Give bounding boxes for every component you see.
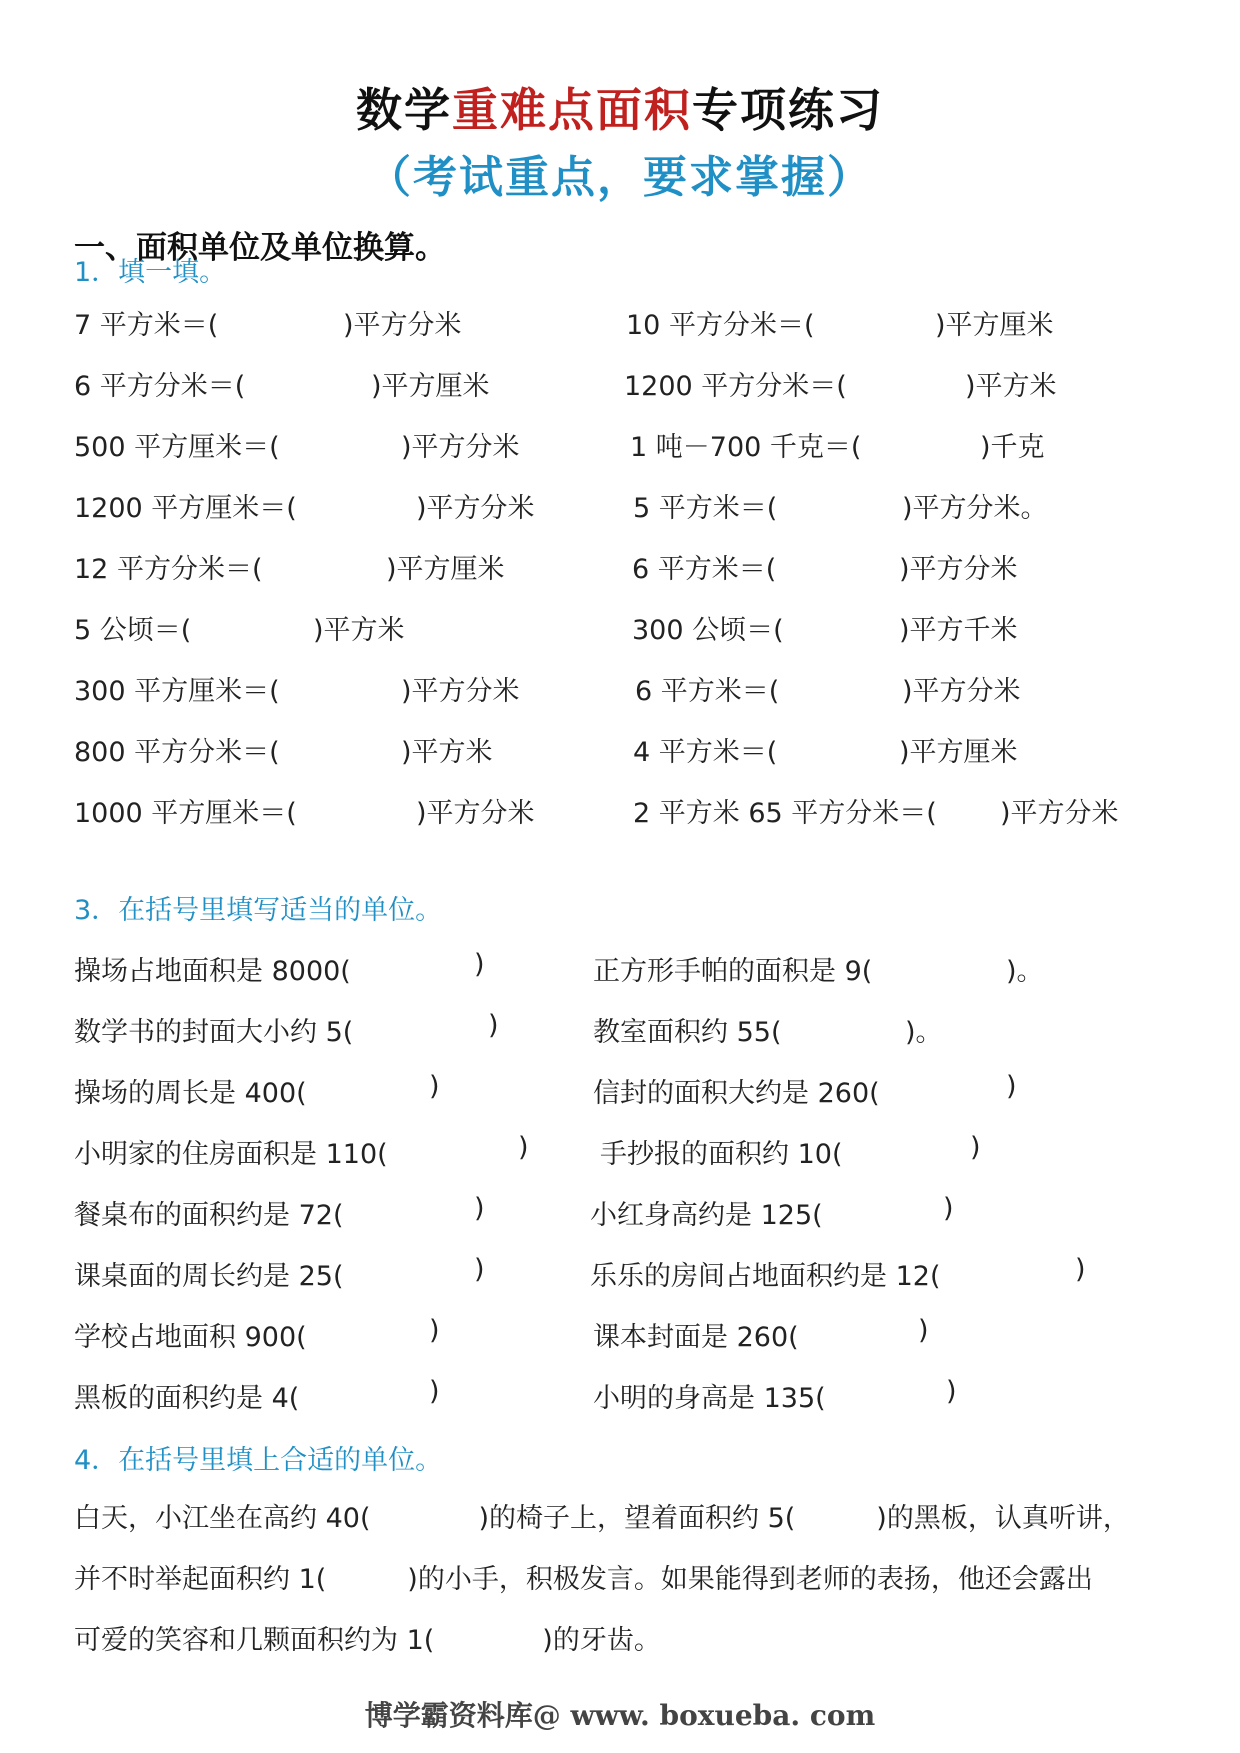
- right-close: ): [946, 1376, 957, 1407]
- right-close: ): [1075, 1254, 1086, 1285]
- right-unit: )平方厘米: [935, 310, 1054, 341]
- left-expression: 1200 平方厘米＝(: [74, 493, 297, 524]
- left-item: 餐桌布的面积约是 72(: [74, 1200, 344, 1231]
- right-expression: 10 平方分米＝(: [626, 310, 815, 341]
- left-close: ): [429, 1315, 440, 1346]
- left-close: ): [474, 1193, 485, 1224]
- exercise-row: [0, 608, 1240, 648]
- right-item: 教室面积约 55(: [593, 1017, 782, 1048]
- right-item: 正方形手帕的面积是 9(: [593, 956, 873, 987]
- exercise-row: [0, 486, 1240, 526]
- q4-heading: 4．在括号里填上合适的单位。: [74, 1445, 443, 1476]
- q1-heading: 1．填一填。: [74, 257, 227, 288]
- left-expression: 300 平方厘米＝(: [74, 676, 280, 707]
- watermark: 博学霸资料库@ www. boxueba. com: [364, 1699, 876, 1732]
- left-unit: )平方米: [401, 737, 493, 768]
- exercise-row: [0, 669, 1240, 709]
- right-item: 课本封面是 260(: [593, 1322, 799, 1353]
- right-unit: )平方千米: [899, 615, 1018, 646]
- left-expression: 12 平方分米＝(: [74, 554, 263, 585]
- right-unit: )平方分米: [1000, 798, 1119, 829]
- right-item: 信封的面积大约是 260(: [593, 1078, 880, 1109]
- right-expression: 6 平方米＝(: [635, 676, 780, 707]
- right-unit: )平方分米: [902, 676, 1021, 707]
- left-unit: )平方厘米: [386, 554, 505, 585]
- right-close: )。: [1006, 956, 1044, 987]
- title-highlight: 重难点面积: [452, 83, 692, 137]
- exercise-row: [0, 1254, 1240, 1294]
- left-unit: )平方分米: [416, 493, 535, 524]
- right-expression: 6 平方米＝(: [632, 554, 777, 585]
- left-close: ): [429, 1071, 440, 1102]
- exercise-row: [0, 364, 1240, 404]
- left-close: ): [488, 1010, 499, 1041]
- left-item: 数学书的封面大小约 5(: [74, 1017, 354, 1048]
- right-expression: 1200 平方分米＝(: [624, 371, 847, 402]
- right-item: 乐乐的房间占地面积约是 12(: [590, 1261, 941, 1292]
- paragraph-line: 白天，小江坐在高约 40( )的椅子上，望着面积约 5( )的黑板，认真听讲，: [74, 1503, 1130, 1534]
- left-unit: )平方米: [313, 615, 405, 646]
- left-item: 小明家的住房面积是 110(: [74, 1139, 388, 1170]
- page-subtitle: （考试重点，要求掌握）: [367, 152, 873, 203]
- q4-paragraph: [74, 1488, 1174, 1671]
- right-close: ): [918, 1315, 929, 1346]
- left-expression: 1000 平方厘米＝(: [74, 798, 297, 829]
- right-item: 手抄报的面积约 10(: [600, 1139, 843, 1170]
- exercise-row: [0, 303, 1240, 343]
- left-item: 操场的周长是 400(: [74, 1078, 307, 1109]
- right-close: )。: [905, 1017, 943, 1048]
- paragraph-line: 并不时举起面积约 1( )的小手，积极发言。如果能得到老师的表扬，他还会露出: [74, 1564, 1093, 1595]
- left-unit: )平方分米: [416, 798, 535, 829]
- right-close: ): [1006, 1071, 1017, 1102]
- left-unit: )平方厘米: [371, 371, 490, 402]
- exercise-row: [0, 547, 1240, 587]
- right-unit: )平方米: [965, 371, 1057, 402]
- left-close: ): [474, 1254, 485, 1285]
- right-unit: )平方分米。: [902, 493, 1048, 524]
- left-expression: 5 公顷＝(: [74, 615, 192, 646]
- left-unit: )平方分米: [343, 310, 462, 341]
- left-unit: )平方分米: [401, 676, 520, 707]
- page-title: [0, 74, 1240, 140]
- section-heading: 一、面积单位及单位换算。: [74, 230, 446, 266]
- right-item: 小明的身高是 135(: [593, 1383, 826, 1414]
- left-expression: 500 平方厘米＝(: [74, 432, 280, 463]
- left-expression: 6 平方分米＝(: [74, 371, 246, 402]
- left-expression: 7 平方米＝(: [74, 310, 219, 341]
- right-close: ): [943, 1193, 954, 1224]
- exercise-row: [0, 791, 1240, 831]
- right-expression: 4 平方米＝(: [633, 737, 778, 768]
- right-unit: )平方厘米: [899, 737, 1018, 768]
- title-part-1: 数学: [356, 83, 452, 137]
- left-item: 黑板的面积约是 4(: [74, 1383, 300, 1414]
- right-item: 小红身高约是 125(: [590, 1200, 823, 1231]
- exercise-row: [0, 1010, 1240, 1050]
- left-item: 学校占地面积 900(: [74, 1322, 307, 1353]
- right-expression: 2 平方米 65 平方分米＝(: [633, 798, 937, 829]
- left-item: 操场占地面积是 8000(: [74, 956, 351, 987]
- left-close: ): [429, 1376, 440, 1407]
- right-unit: )千克: [980, 432, 1045, 463]
- exercise-row: [0, 730, 1240, 770]
- left-unit: )平方分米: [401, 432, 520, 463]
- exercise-row: [0, 949, 1240, 989]
- exercise-row: [0, 1376, 1240, 1416]
- exercise-row: [0, 1071, 1240, 1111]
- right-expression: 1 吨－700 千克＝(: [630, 432, 862, 463]
- right-close: ): [970, 1132, 981, 1163]
- right-expression: 300 公顷＝(: [632, 615, 784, 646]
- left-expression: 800 平方分米＝(: [74, 737, 280, 768]
- right-unit: )平方分米: [899, 554, 1018, 585]
- exercise-row: [0, 1315, 1240, 1355]
- exercise-row: [0, 1193, 1240, 1233]
- left-close: ): [518, 1132, 529, 1163]
- left-close: ): [474, 949, 485, 980]
- q3-heading: 3．在括号里填写适当的单位。: [74, 895, 443, 926]
- exercise-row: [0, 1132, 1240, 1172]
- title-part-3: 专项练习: [692, 83, 884, 137]
- left-item: 课桌面的周长约是 25(: [74, 1261, 344, 1292]
- exercise-row: [0, 425, 1240, 465]
- paragraph-line: 可爱的笑容和几颗面积约为 1( )的牙齿。: [74, 1625, 661, 1656]
- right-expression: 5 平方米＝(: [633, 493, 778, 524]
